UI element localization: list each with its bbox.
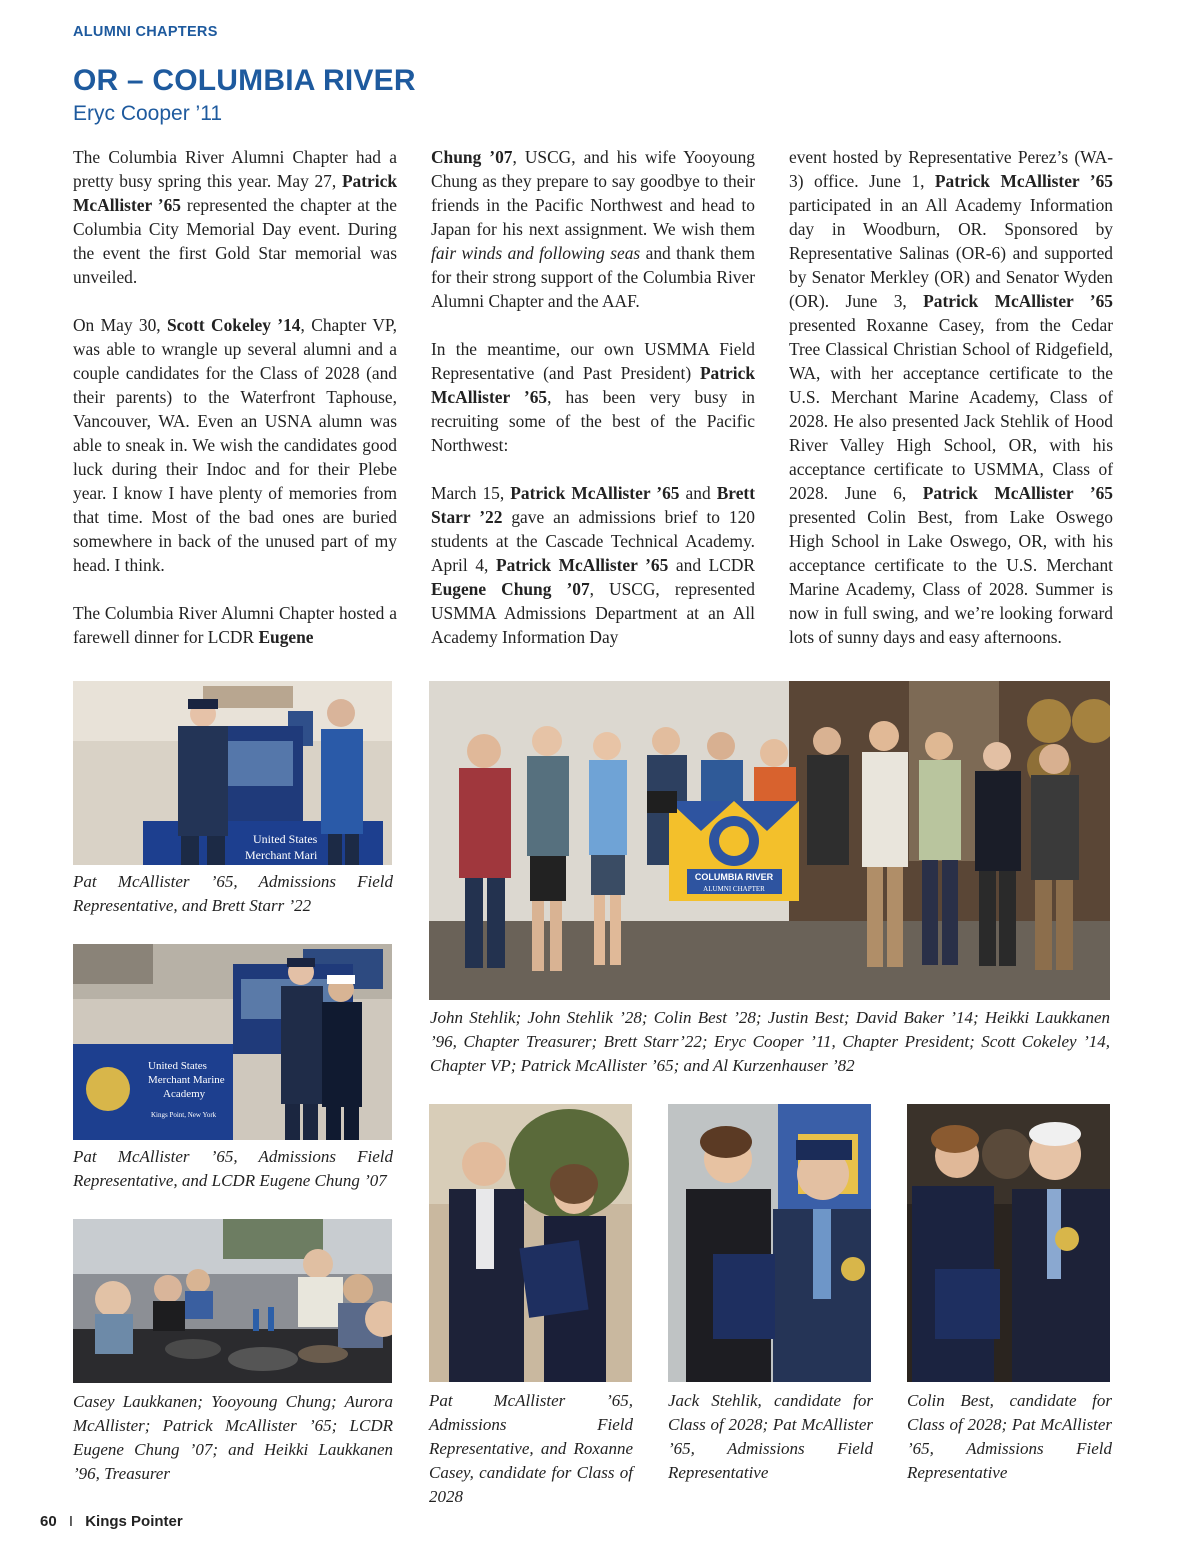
paragraph: In the meantime, our own USMMA Field Representative (and Past President) Patrick McAllister ’65, has been very busy in recruiting some of the best of the Pacific Northwest: <box>431 339 755 455</box>
banner-text: Merchant Mari <box>245 848 318 862</box>
photo-roxanne-casey <box>429 1104 632 1382</box>
caption-photo-3: Casey Laukkanen; Yooyoung Chung; Aurora McAllister; Patrick McAllister ’65; LCDR Eugene Chung ’07; and Heikki Laukkanen ’96, Treasurer <box>73 1392 393 1483</box>
article-author: Eryc Cooper ’11 <box>73 102 223 125</box>
photo-jack-stehlik <box>668 1104 871 1382</box>
banner-text: Kings Point, New York <box>151 1111 217 1119</box>
photo-chapter-group <box>429 681 1110 1000</box>
paragraph: Chung ’07, USCG, and his wife Yooyoung Chung as they prepare to say goodbye to their friends in the Pacific Northwest and head to Japan for his next assignment. We wish them fair winds and following seas and thank them for their strong support of the Columbia River Alumni Chapter and the AAF. <box>431 147 755 311</box>
banner-text: Academy <box>163 1088 206 1100</box>
caption-casey: Pat McAllister ’65, Admissions Field Representative, and Roxanne Casey, candidate for Class of 2028 <box>429 1391 633 1506</box>
page-footer <box>40 1513 183 1530</box>
flag-text: COLUMBIA RIVER <box>694 872 774 882</box>
publication-name: Kings Pointer <box>85 1513 183 1530</box>
paragraph: March 15, Patrick McAllister ’65 and Brett Starr ’22 gave an admissions brief to 120 students at the Cascade Technical Academy. April 4, Patrick McAllister ’65 and LCDR Eugene Chung ’07, USCG, represented USMMA Admissions Department at an All Academy Information Day <box>431 483 756 647</box>
banner-text: United States <box>148 1060 207 1072</box>
flag-text: ALUMNI CHAPTER <box>703 885 765 893</box>
paragraph: On May 30, Scott Cokeley ’14, Chapter VP, was able to wrangle up several alumni and a couple candidates for the Class of 2028 (and their parents) to the Waterfront Taphouse, Vancouver, WA. Even an USNA alumn was able to sneak in. We wish the candidates good luck during their Indoc and for their Plebe year. I know I have plenty of memories from that time. Most of the bad ones are buried somewhere in back of the unused part of my head. I think. <box>73 315 397 575</box>
section-label: ALUMNI CHAPTERS <box>73 24 218 40</box>
caption-photo-1: Pat McAllister ’65, Admissions Field Representative, and Brett Starr ’22 <box>73 872 393 915</box>
caption-group-photo: John Stehlik; John Stehlik ’28; Colin Best ’28; Justin Best; David Baker ’14; Heikki Laukkanen ’96, Chapter Treasurer; Brett Starr’22; Eryc Cooper ’11, Chapter President; Scott Cokeley ’14, Chapter VP; Patrick McAllister ’65; and Al Kurzenhauser ’82 <box>430 1008 1110 1075</box>
photo-booth-mcallister-starr <box>73 681 392 865</box>
caption-jack: Jack Stehlik, candidate for Class of 2028; Pat McAllister ’65, Admissions Field Representative <box>668 1391 873 1482</box>
paragraph: event hosted by Representative Perez’s (WA-3) office. June 1, Patrick McAllister ’65 participated in an All Academy Information day in Woodburn, OR. Sponsored by Representative Salinas (OR-6) and supported by Senator Merkley (OR) and Senator Wyden (OR). June 3, Patrick McAllister ’65 presented Roxanne Casey, from the Cedar Tree Classical Christian School of Ridgefield, WA, with her acceptance certificate to the U.S. Merchant Marine Academy, Class of 2028. He also presented Jack Stehlik of Hood River Valley High School, OR, with his acceptance certificate to USMMA, Class of 2028. June 6, Patrick McAllister ’65 presented Colin Best, from Lake Oswego High School in Lake Oswego, OR, with his acceptance certificate to the U.S. Merchant Marine Academy, Class of 2028. Summer is now in full swing, and we’re looking forward lots of sunny days and easy afternoons. <box>789 147 1114 647</box>
article-title: OR – COLUMBIA RIVER <box>73 64 416 97</box>
photo-farewell-dinner <box>73 1219 392 1383</box>
page-number: 60 <box>40 1513 57 1530</box>
banner-text: Merchant Marine <box>148 1074 225 1086</box>
paragraph: The Columbia River Alumni Chapter hosted a farewell dinner for LCDR Eugene <box>73 603 397 647</box>
photo-booth-mcallister-chung <box>73 944 392 1140</box>
text-column-2 <box>431 145 755 673</box>
photo-colin-best <box>907 1104 1110 1382</box>
caption-colin: Colin Best, candidate for Class of 2028; Pat McAllister ’65, Admissions Field Representative <box>907 1391 1112 1482</box>
banner-text: United States <box>253 832 318 846</box>
caption-photo-2: Pat McAllister ’65, Admissions Field Representative, and LCDR Eugene Chung ’07 <box>73 1147 393 1190</box>
text-column-3 <box>789 145 1113 673</box>
paragraph: The Columbia River Alumni Chapter had a pretty busy spring this year. May 27, Patrick McAllister ’65 represented the chapter at the Columbia City Memorial Day event. During the event the first Gold Star memorial was unveiled. <box>73 147 397 287</box>
footer-separator: I <box>68 1513 74 1530</box>
text-column-1 <box>73 145 397 673</box>
